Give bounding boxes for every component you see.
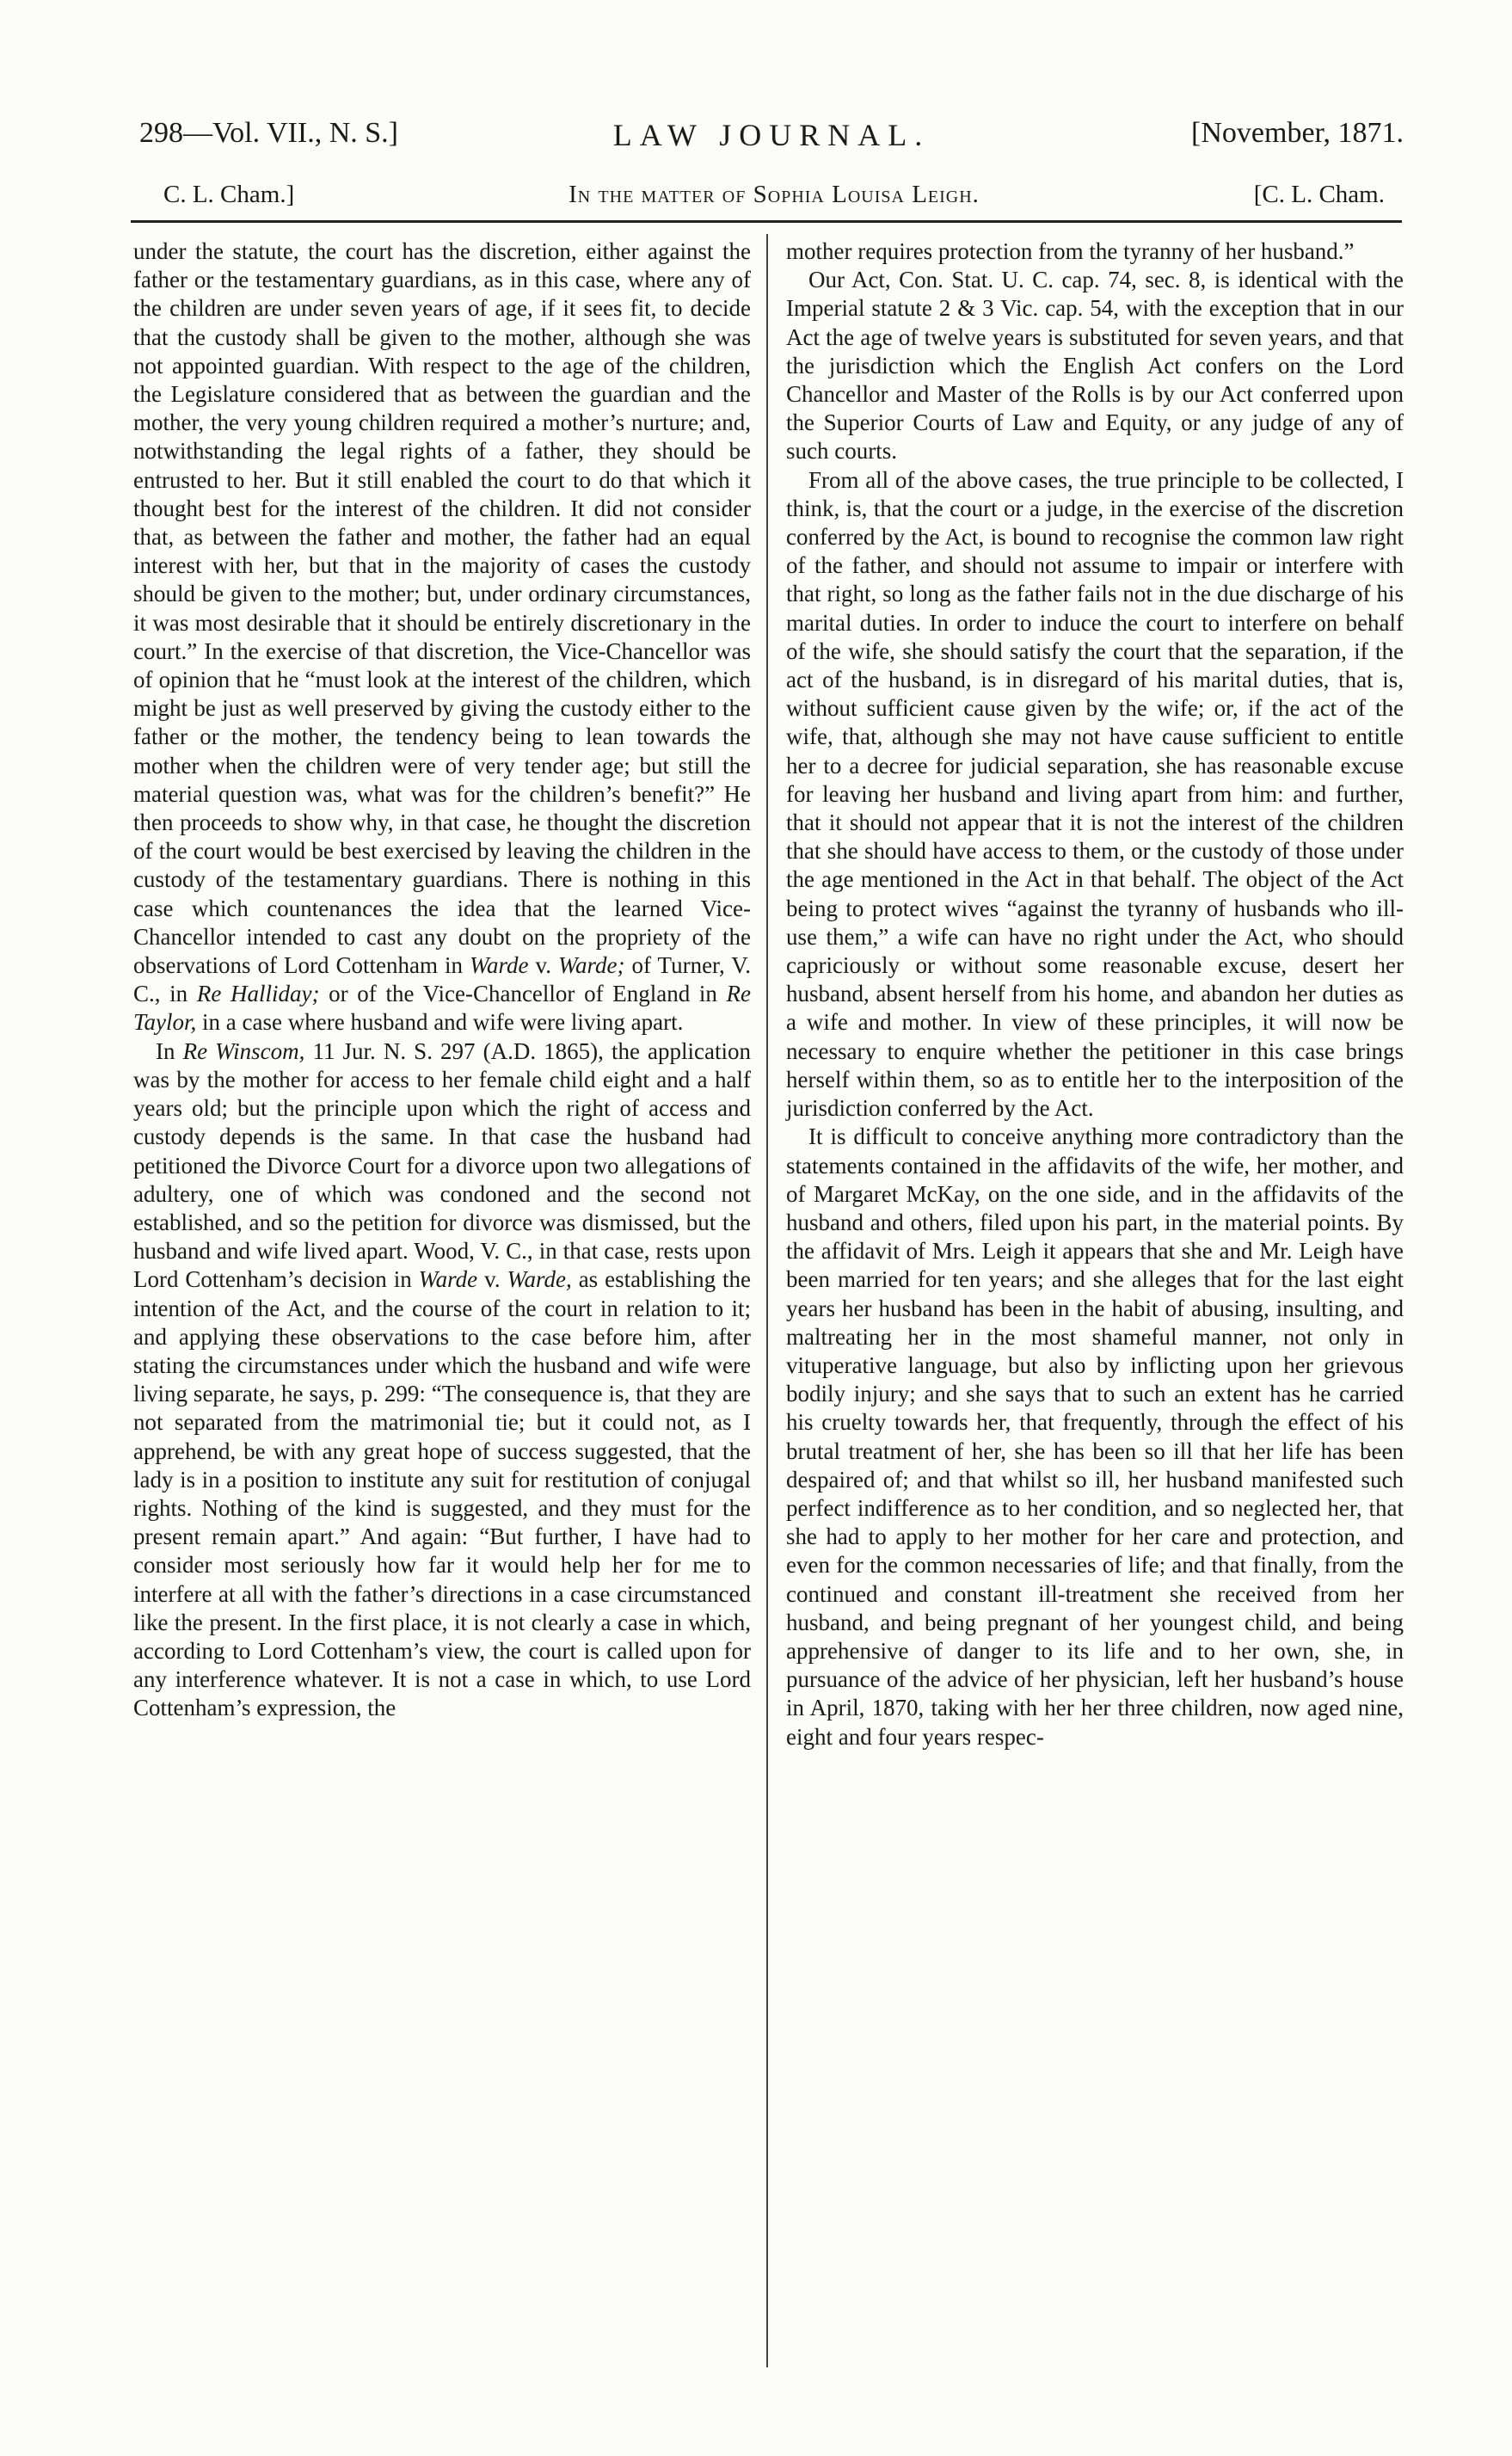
- case-citation: Warde: [418, 1266, 478, 1293]
- column-divider: [766, 234, 768, 2367]
- court-label-left: C. L. Cham.]: [163, 181, 295, 208]
- paragraph: mother requires protection from the tyranny of her husband.”: [786, 238, 1355, 264]
- text-run: v.: [477, 1266, 507, 1293]
- text-run: as establishing the intention of the Act, and the course of the court in relation to it; and applying these observations to the case before him, after stating the circumstances under which the husband and wife were living separate, he says, p. 299: “The consequence is, that they are not separated from the matrimonial tie; but it could not, as I apprehend, be with any great hope of success suggested, that the lady is in a position to institute any suit for restitution of conjugal rights. Nothing of the kind is suggested, and they must for the present remain apart.” And again: “But further, I have had to consider most seriously how far it would help her for me to interfere at all with the father’s directions in a case circumstanced like the present. In the first place, it is not clearly a case in which, according to Lord Cottenham’s view, the court is called upon for any interference whatever. It is not a case in which, to use Lord Cottenham’s expression, the: [133, 1266, 751, 1721]
- case-citation: Re Taylor,: [133, 981, 752, 1036]
- running-header: [139, 117, 1404, 160]
- paragraph: [133, 237, 751, 1037]
- issue-date: [November, 1871.: [1191, 117, 1404, 149]
- left-column: [133, 237, 751, 1723]
- text-run: v.: [528, 952, 559, 979]
- text-run: in a case where husband and wife were living apart.: [196, 1009, 684, 1036]
- paragraph: [133, 1037, 751, 1723]
- journal-title: LAW JOURNAL.: [612, 118, 931, 152]
- case-citation: Warde,: [507, 1266, 572, 1293]
- page-volume-label: 298—Vol. VII., N. S.]: [139, 117, 398, 149]
- case-citation: Re Winscom,: [182, 1037, 305, 1064]
- case-header: [163, 181, 1385, 219]
- case-citation: Warde: [469, 952, 529, 979]
- text-run: In: [156, 1037, 175, 1064]
- right-column: [786, 237, 1404, 1751]
- paragraph: From all of the above cases, the true principle to be collected, I think, is, that the court or a judge, in the exercise of the discretion conferred by the Act, is bound to recognise the common law right of the father, and should not assume to impair or interfere with that right, so long as the father fails not in the due discharge of his marital duties. In order to induce the court to interfere on behalf of the wife, she should satisfy the court that the separation, if the act of the husband, is in disregard of his marital duties, that is, without sufficient cause given by the wife; or, if the act of the wife, that, although she may not have cause sufficient to entitle her to a decree for judicial separation, she has reasonable excuse for leaving her husband and living apart from him: and further, that it should not appear that it is not the interest of the children that she should have access to them, or the custody of those under the age mentioned in the Act in that behalf. The object of the Act being to protect wives “against the tyranny of husbands who ill-use them,” a wife can have no right under the Act, who should capriciously or without some reasonable excuse, desert her husband, absent herself from his home, and abandon her duties as a wife and mother. In view of these principles, it will now be necessary to enquire whether the petitioner in this case brings herself within them, so as to entitle her to the interposition of the jurisdiction conferred by the Act.: [786, 466, 1404, 1122]
- header-rule: [131, 220, 1402, 223]
- paragraph: It is difficult to conceive anything more contradictory than the statements contained in the affidavits of the wife, her mother, and of Margaret McKay, on the one side, and in the affidavits of the husband and others, filed upon his part, in the material points. By the affidavit of Mrs. Leigh it appears that she and Mr. Leigh have been married for ten years; and she alleges that for the last eight years her husband has been in the habit of abusing, insulting, and maltreating her in the most shameful manner, not only in vituperative language, but also by inflicting upon her grievous bodily injury; and she says that to such an extent has he carried his cruelty towards her, that frequently, through the effect of his brutal treatment of her, she has been so ill that her life has been despaired of; and that whilst so ill, her husband manifested such perfect indifference as to her condition, and so neglected her, that she had to apply to her mother for her care and protection, and even for the common necessaries of life; and that finally, from the continued and constant ill-treatment she received from her husband, and being pregnant of her youngest child, and being apprehensive of danger to its life and to her own, she, in pursuance of the advice of her physician, left her husband’s house in April, 1870, taking with her her three children, now aged nine, eight and four years respec-: [786, 1123, 1404, 1750]
- text-run: or of the Vice-Chancellor of England in: [319, 981, 717, 1007]
- text-run: of Turner, V. C., in: [133, 952, 752, 1007]
- text-run: under the statute, the court has the discretion, either against the father or the testamentary guardians, as in this case, where any of the children are under seven years of age, if it sees fit, to decide that the custody shall be given to the mother, although she was not appointed guardian. With respect to the age of the children, the Legislature considered that as between the guardian and the mother, the very young children required a mother’s nurture; and, notwithstanding the legal rights of a father, they should be entrusted to her. But it still enabled the court to do that which it thought best for the interest of the children. It did not consider that, as between the father and mother, the father had an equal interest with her, but that in the majority of cases the custody should be given to the mother; but, under ordinary circumstances, it was most desirable that it should be entirely discretionary in the court.” In the exercise of that discretion, the Vice-Chancellor was of opinion that he “must look at the interest of the children, which might be just as well preserved by giving the custody either to the father or the mother, the tendency being to lean towards the mother when the children were of very tender age; but still the material question was, what was for the children’s benefit?” He then proceeds to show why, in that case, he thought the discretion of the court would be best exercised by leaving the children in the custody of the testamentary guardians. There is nothing in this case which countenances the idea that the learned Vice-Chancellor intended to cast any doubt on the propriety of the observations of Lord Cottenham in: [133, 238, 751, 979]
- court-label-right: [C. L. Cham.: [1253, 181, 1385, 208]
- text-run: 11 Jur. N. S. 297 (A.D. 1865), the application was by the mother for access to her female child eight and a half years old; but the principle upon which the right of access and custody depends is the same. In that case the husband had petitioned the Divorce Court for a divorce upon two allegations of adultery, one of which was condoned and the second not established, and so the petition for divorce was dismissed, but the husband and wife lived apart. Wood, V. C., in that case, rests upon Lord Cottenham’s decision in: [133, 1037, 751, 1293]
- case-title: In the matter of Sophia Louisa Leigh.: [569, 181, 980, 208]
- paragraph: Our Act, Con. Stat. U. C. cap. 74, sec. 8, is identical with the Imperial statute 2 & 3 Vic. cap. 54, with the exception that in our Act the age of twelve years is substituted for seven years, and that the jurisdiction which the English Act confers on the Lord Chancellor and Master of the Rolls is by our Act conferred upon the Superior Courts of Law and Equity, or any judge of any of such courts.: [786, 267, 1404, 465]
- case-citation: Re Halliday;: [196, 981, 320, 1007]
- case-citation: Warde;: [558, 952, 625, 979]
